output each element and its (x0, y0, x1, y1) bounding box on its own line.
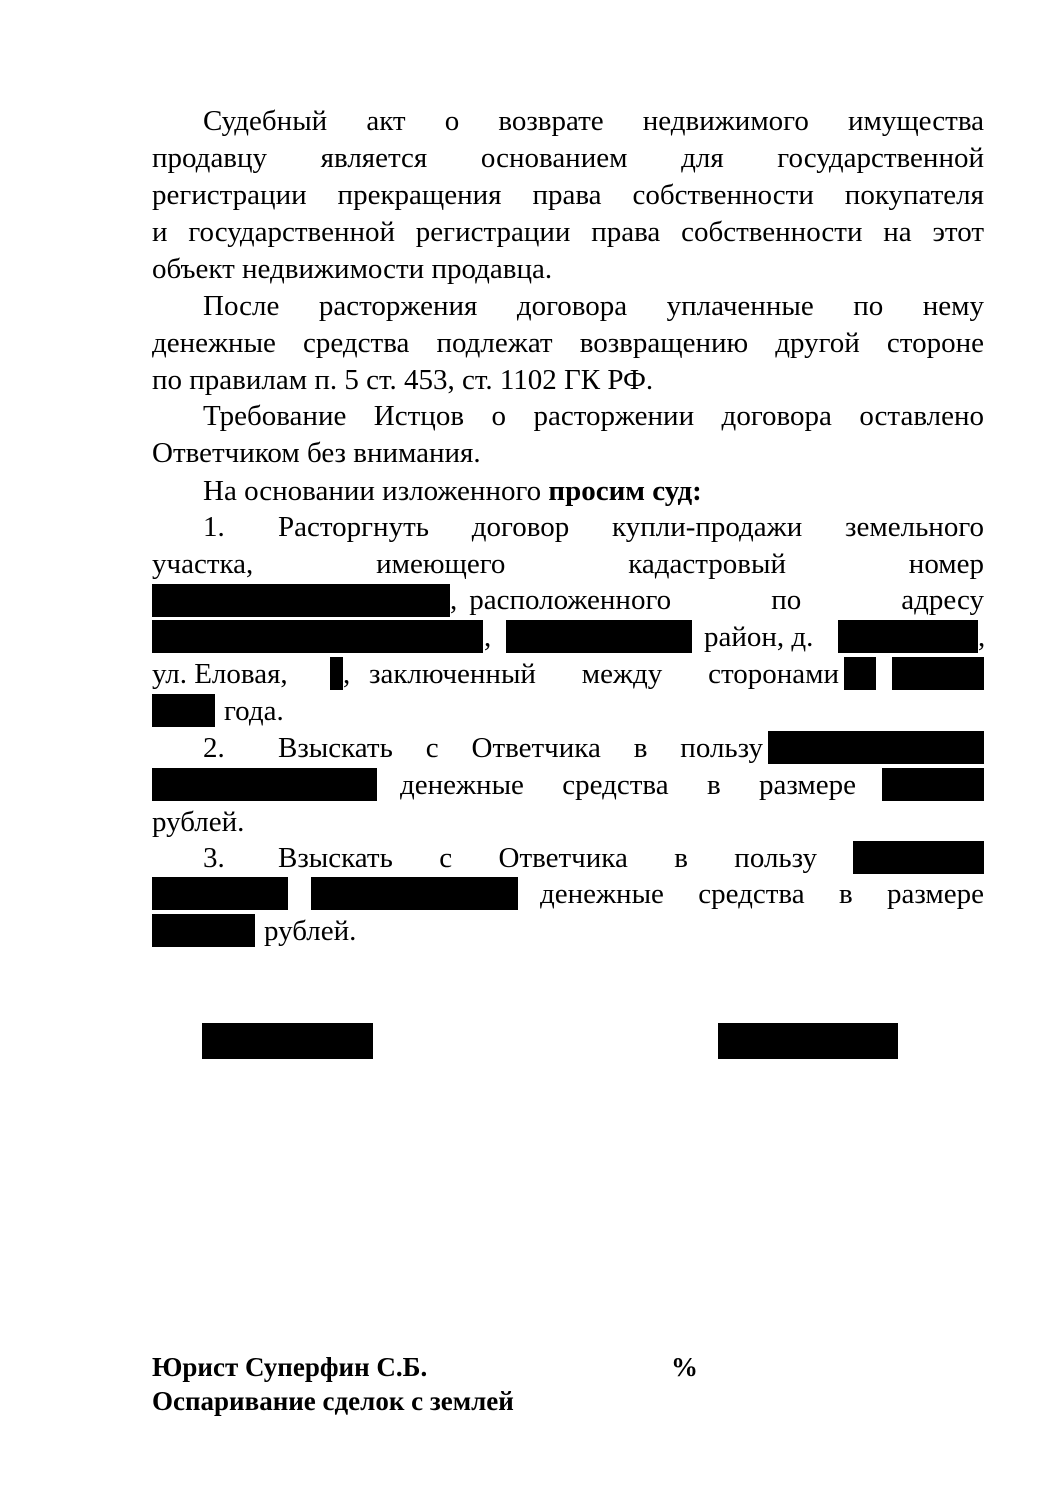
paragraph-1-line-4: и государственной регистрации права собственности на этот (152, 216, 984, 248)
redaction-plaintiff-name-2a (768, 731, 984, 764)
item-1-line-1 (203, 509, 984, 546)
item-1-line-4-comma-end: , (978, 621, 986, 653)
redaction-plaintiff-name-2b (152, 768, 377, 801)
paragraph-3-line-2: Ответчиком без внимания. (152, 437, 481, 469)
footer-topic: Оспаривание сделок с землей (152, 1386, 514, 1416)
item-2-number: 2. (203, 732, 225, 764)
redaction-house-number (330, 657, 343, 690)
item-3-number: 3. (203, 842, 225, 874)
paragraph-3-line-1: Требование Истцов о расторжении договора оставлено (203, 400, 984, 432)
item-1-line-5-text: заключенный между сторонами (369, 658, 839, 690)
redaction-amount-3 (152, 914, 255, 947)
redaction-date-month (892, 657, 984, 690)
request-bold: просим суд: (548, 475, 702, 507)
item-2-line-2-text: денежные средства в размере (400, 769, 856, 801)
item-3-line-1-text: Взыскать с Ответчика в пользу (278, 842, 817, 874)
paragraph-1-line-2: продавцу является основанием для государственной (152, 142, 984, 174)
item-3-line-2-text: денежные средства в размере (540, 878, 984, 910)
redaction-plaintiff-name-3c (311, 877, 518, 910)
paragraph-2-line-1: После расторжения договора уплаченные по нему (203, 290, 984, 322)
redaction-signature-left (202, 1023, 373, 1059)
item-2-line-1 (203, 730, 763, 767)
redaction-date-day (844, 657, 876, 690)
redaction-address-region (152, 620, 483, 653)
footer-percent: % (671, 1352, 698, 1382)
item-1-number: 1. (203, 511, 225, 543)
item-1-line-5-comma: , (343, 658, 351, 690)
paragraph-1-line-1: Судебный акт о возврате недвижимого имущества (203, 105, 984, 137)
item-1-line-3-comma: , (450, 584, 458, 616)
item-3-line-1 (203, 840, 817, 877)
redaction-plaintiff-name-3b (152, 877, 288, 910)
redaction-district (506, 620, 692, 653)
item-3-line-3-text: рублей. (264, 915, 357, 947)
request-lead: На основании изложенного (203, 475, 549, 507)
paragraph-1-line-5: объект недвижимости продавца. (152, 253, 553, 285)
item-1-line-6-text: года. (224, 695, 284, 727)
request-line (203, 473, 984, 510)
redaction-signature-right (718, 1023, 898, 1059)
item-1-line-2: участка, имеющего кадастровый номер (152, 548, 984, 580)
redaction-amount-2 (882, 768, 984, 801)
footer-author: Юрист Суперфин С.Б. (152, 1352, 428, 1382)
redaction-village (838, 620, 978, 653)
redaction-cadastral-number (152, 584, 450, 617)
paragraph-2-line-2: денежные средства подлежат возвращению другой стороне (152, 327, 984, 359)
item-2-line-1-text: Взыскать с Ответчика в пользу (278, 732, 763, 764)
item-1-line-4-comma: , (484, 621, 492, 653)
redaction-plaintiff-name-3a (853, 841, 984, 874)
item-1-text: Расторгнуть договор купли-продажи земельного (278, 511, 984, 543)
paragraph-1-line-3: регистрации прекращения права собственности покупателя (152, 179, 984, 211)
paragraph-2-line-3: по правилам п. 5 ст. 453, ст. 1102 ГК РФ. (152, 364, 654, 396)
item-1-line-3 (450, 582, 984, 619)
item-1-street: ул. Еловая, (152, 658, 288, 690)
redaction-date-year (152, 694, 215, 727)
item-1-line-3-text: расположенного по адресу (469, 584, 984, 616)
item-1-line-4-text: район, д. (704, 621, 814, 653)
item-2-line-3: рублей. (152, 806, 245, 838)
